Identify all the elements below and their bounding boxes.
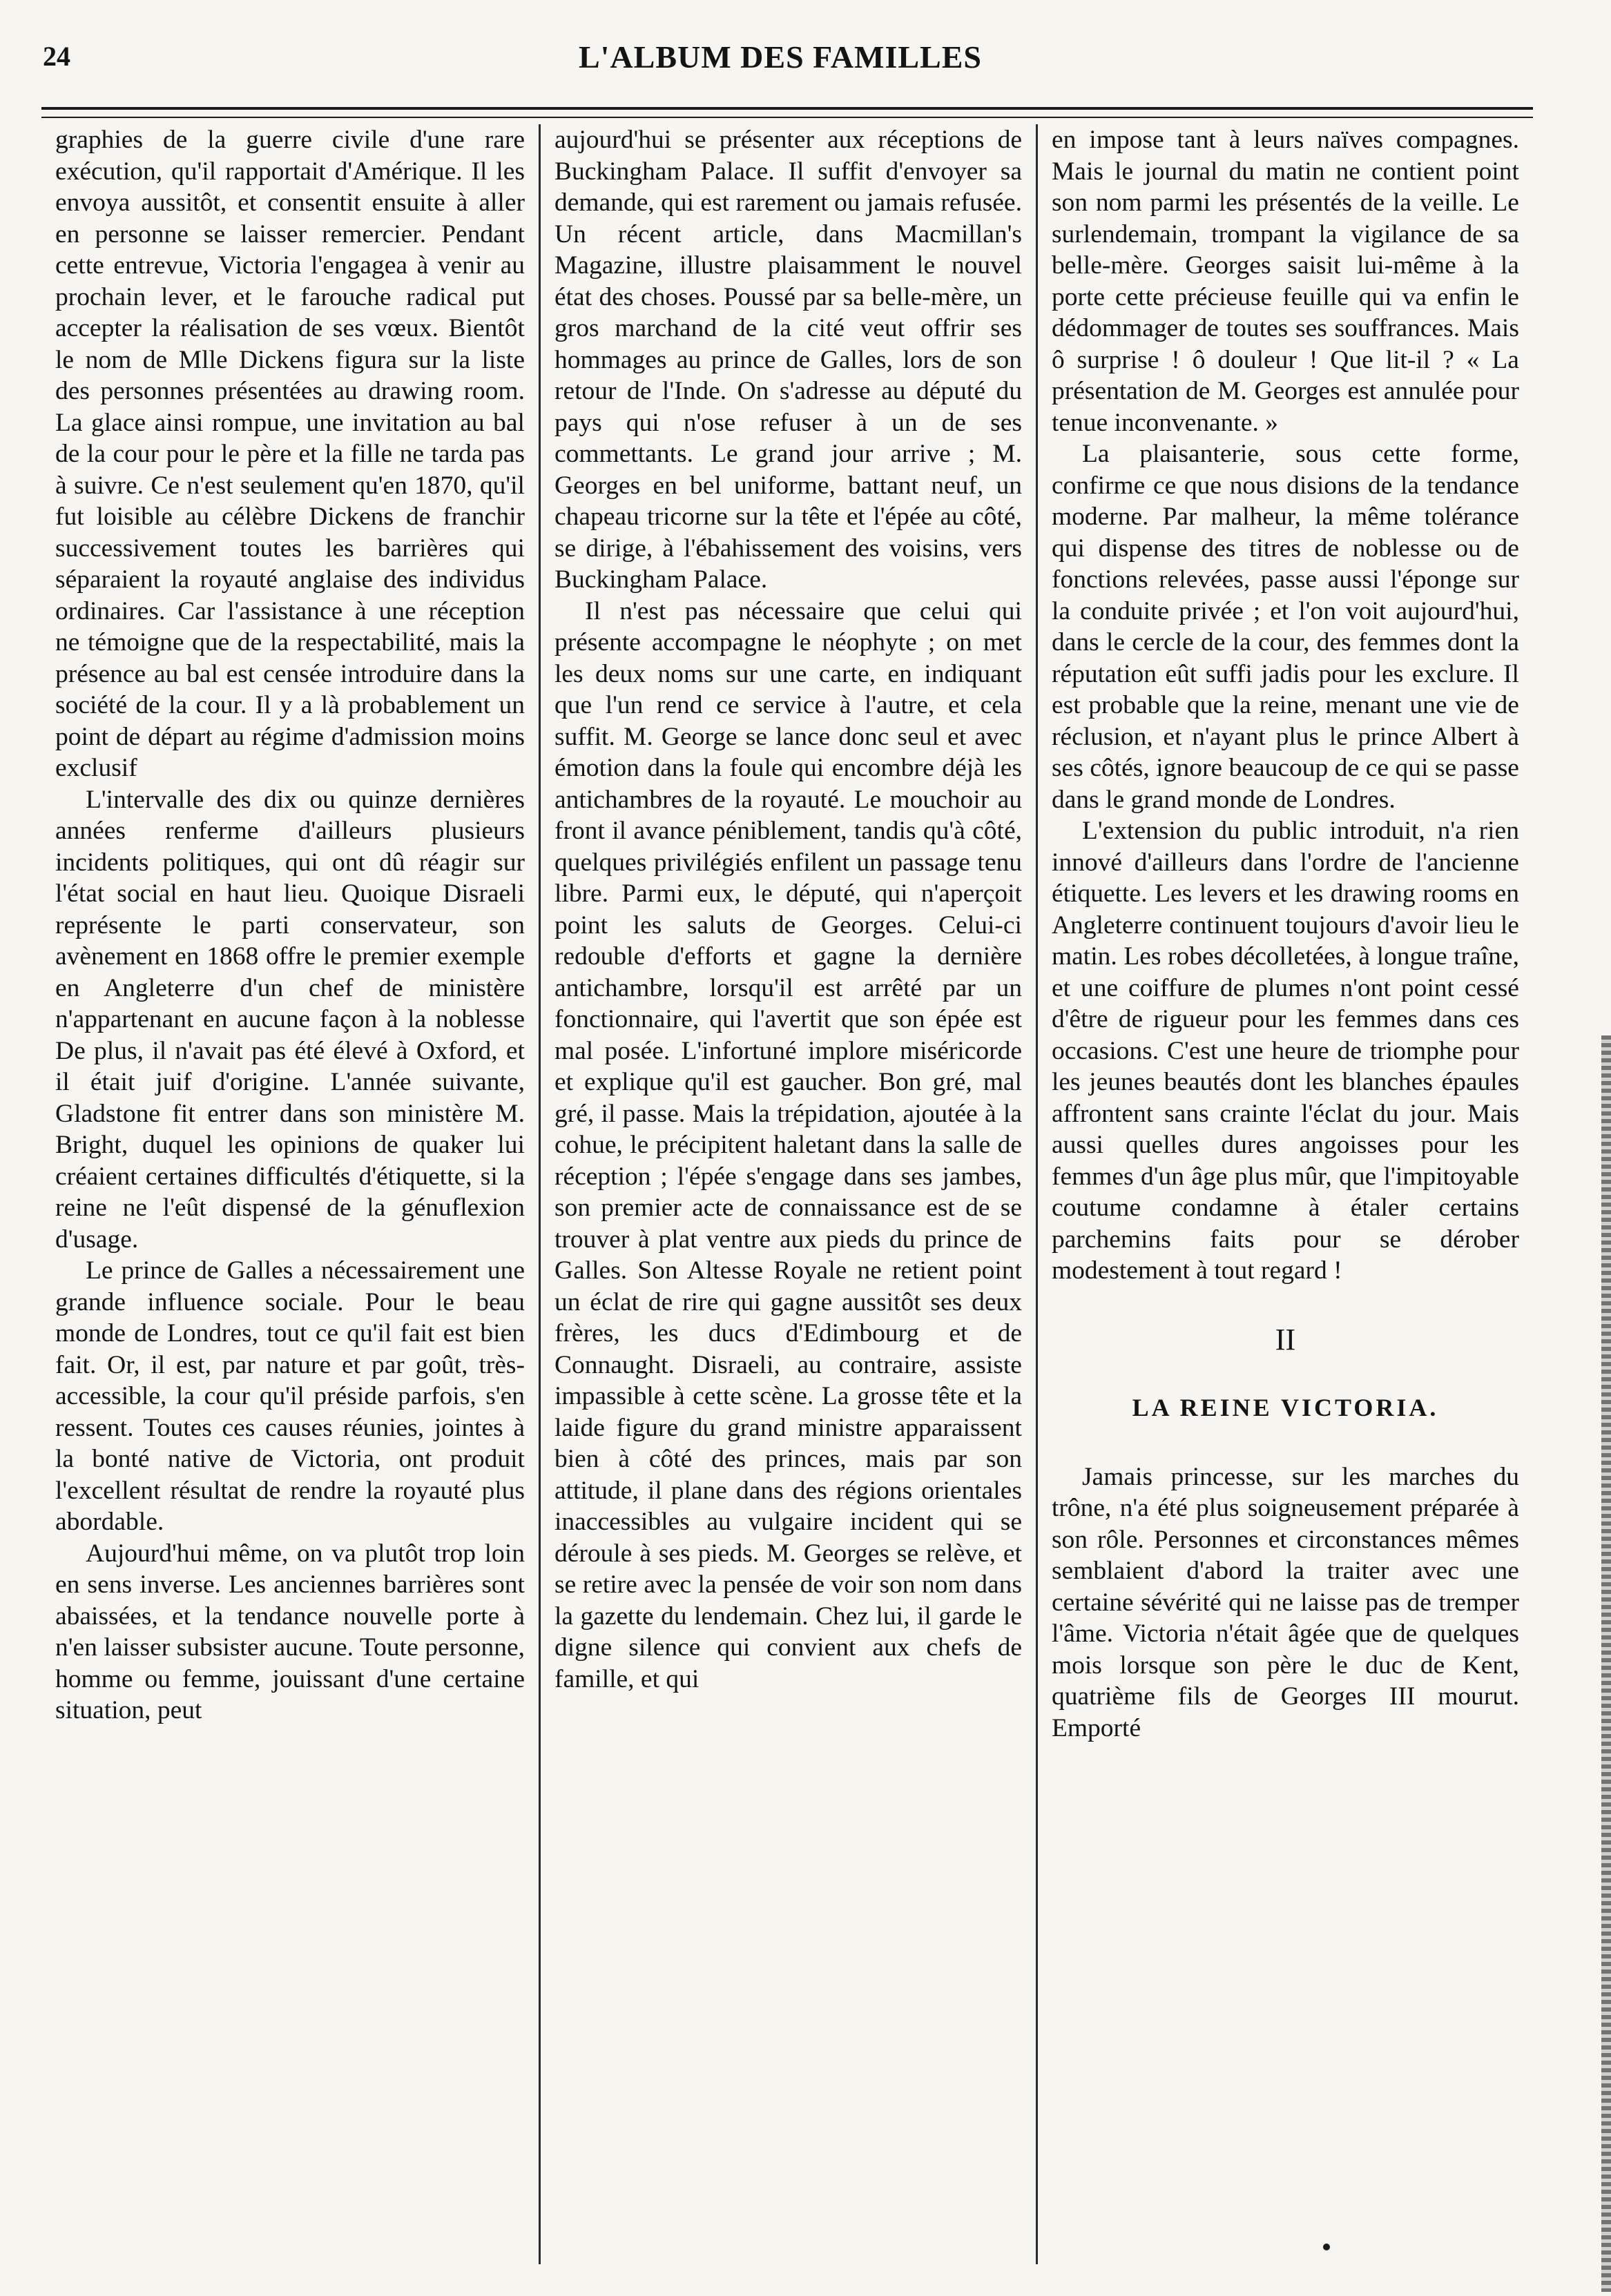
paragraph: aujourd'hui se présenter aux réceptions de Buckingham Palace. Il suffit d'envoyer sa demande, qui est rarement ou jamais refusée. Un récent article, dans Macmillan's Magazine, illustre plaisamment le nouvel état des choses. Poussé par sa belle-mère, un gros marchand de la cité veut offrir ses hommages au prince de Galles, lors de son retour de l'Inde. On s'adresse au député du pays qui n'ose refuser à un de ses commettants. Le grand jour arrive ; M. Georges en bel uniforme, battant neuf, un chapeau tricorne sur la tête et l'épée au côté, se dirige, à l'ébahissement des voisins, vers Buckingham Palace. xyxy=(554,126,1022,594)
page-edge-strip xyxy=(1601,1035,1611,2292)
column-1 xyxy=(41,124,539,2264)
paragraph: graphies de la guerre civile d'une rare exécution, qu'il rapportait d'Amérique. Il les envoya aussitôt, et consentit ensuite à aller en personne se laisser remercier. Pendant cette entrevue, Victoria l'engagea à venir au prochain lever, et le farouche radical put accepter la réalisation de ses vœux. Bientôt le nom de Mlle Dickens figura sur la liste des personnes présentées au drawing room. La glace ainsi rompue, une invitation au bal de la cour pour le père et la fille ne tarda pas à suivre. Ce n'est seulement qu'en 1870, qu'il fut loisible au célèbre Dickens de franchir successivement toutes les barrières qui séparaient la royauté anglaise des individus ordinaires. Car l'assistance à une réception ne témoigne que de la respectabilité, mais la présence au bal est censée introduire dans la société de la cour. Il y a là probablement un point de départ au régime d'admission moins exclusif xyxy=(55,126,525,782)
paragraph: Jamais princesse, sur les marches du trône, n'a été plus soigneusement préparée à son rôle. Personnes et circonstances mêmes semblaient d'abord la traiter avec une certaine sévérité qui ne laisse pas de tremper l'âme. Victoria n'était âgée que de quelques mois lorsque son père le duc de Kent, quatrième fils de Georges III mourut. Emporté xyxy=(1051,1462,1519,1742)
column-3 xyxy=(1036,124,1533,2264)
paragraph: L'extension du public introduit, n'a rien innové d'ailleurs dans l'ordre de l'ancienne étiquette. Les levers et les drawing rooms en Angleterre continuent toujours d'avoir lieu le matin. Les robes décolletées, à longue traîne, et une coiffure de plumes n'ont point cessé d'être de rigueur pour les femmes dans ces occasions. C'est une heure de triomphe pour les jeunes beautés dont les blanches épaules affrontent sans crainte l'éclat du jour. Mais aussi quelles dures angoisses pour les femmes d'un âge plus mûr, que l'impitoyable coutume condamne à étaler certains parchemins faits pour se dérober modestement à tout regard ! xyxy=(1051,817,1519,1285)
running-title: L'ALBUM DES FAMILLES xyxy=(578,39,983,75)
column-2 xyxy=(539,124,1036,2264)
paragraph: L'intervalle des dix ou quinze dernières années renferme d'ailleurs plusieurs incidents politiques, qui ont dû réagir sur l'état social en haut lieu. Quoique Disraeli représente le parti conservateur, son avènement en 1868 offre le premier exemple en Angleterre d'un chef de ministère n'appartenant en aucune façon à la noblesse De plus, il n'avait pas été élevé à Oxford, et il était juif d'origine. L'année suivante, Gladstone fit entrer dans son ministère M. Bright, duquel les opinions de quaker lui créaient certaines difficultés d'étiquette, si la reine ne l'eût dispensé de la génuflexion d'usage. xyxy=(55,785,525,1254)
section-number: II xyxy=(1275,1322,1296,1356)
paragraph: Le prince de Galles a nécessairement une grande influence sociale. Pour le beau monde de Londres, tout ce qu'il fait est bien fait. Or, il est, par nature et par goût, très-accessible, la cour qu'il préside parfois, s'en ressent. Toutes ces causes réunies, jointes à la bonté native de Victoria, ont produit l'excellent résultat de rendre la royauté plus abordable. xyxy=(55,1256,525,1536)
ink-dot xyxy=(1323,2244,1330,2250)
section-title: LA REINE VICTORIA. xyxy=(1132,1394,1439,1421)
text-columns xyxy=(41,124,1533,2264)
newspaper-page xyxy=(28,35,1533,2264)
page-header xyxy=(28,35,1533,97)
paragraph: Il n'est pas nécessaire que celui qui présente accompagne le néophyte ; on met les deux noms sur une carte, en indiquant que l'un rend ce service à l'autre, et cela suffit. M. George se lance donc seul et avec émotion dans la foule qui encombre déjà les antichambres de la royauté. Le mouchoir au front il avance péniblement, tandis qu'à côté, quelques privilégiés enfilent un passage tenu libre. Parmi eux, le député, qui n'aperçoit point les saluts de Georges. Celui-ci redouble d'efforts et gagne la dernière antichambre, lorsqu'il est arrêté par un fonctionnaire, qui l'avertit que son épée est mal posée. L'infortuné implore miséricorde et explique qu'il est gaucher. Bon gré, mal gré, il passe. Mais la trépidation, ajoutée à la cohue, le précipitent haletant dans la salle de réception ; l'épée s'engage dans ses jambes, son premier acte de connaissance est de se trouver à plat ventre aux pieds du prince de Galles. Son Altesse Royale ne retient point un éclat de rire qui gagne aussitôt ses deux frères, les ducs d'Edimbourg et de Connaught. Disraeli, au contraire, assiste impassible à cette scène. La grosse tête et la laide figure du grand ministre apparaissent bien à côté des princes, mais par son attitude, il plane dans des régions orientales inaccessibles au vulgaire incident qui se déroule à ses pieds. M. Georges se relève, et se retire avec la pensée de voir son nom dans la gazette du lendemain. Chez lui, il garde le digne silence qui convient aux chefs de famille, et qui xyxy=(554,596,1022,1693)
paragraph: en impose tant à leurs naïves compagnes. Mais le journal du matin ne contient point son nom parmi les présentés de la veille. Le surlendemain, trompant la vigilance de sa belle-mère. Georges saisit lui-même à la porte cette précieuse feuille qui va enfin le dédommager de toutes ses souffrances. Mais ô surprise ! ô douleur ! Que lit-il ? « La présentation de M. Georges est annulée pour tenue inconvenante. » xyxy=(1051,126,1519,437)
header-rule xyxy=(41,107,1533,118)
paragraph: La plaisanterie, sous cette forme, confirme ce que nous disions de la tendance moderne. Par malheur, la même tolérance qui dispense des titres de noblesse ou de fonctions relevées, passe aussi l'éponge sur la conduite privée ; et l'on voit aujourd'hui, dans le cercle de la cour, des femmes dont la réputation eût suffi jadis pour les exclure. Il est probable que la reine, menant une vie de réclusion, et n'ayant plus le prince Albert à ses côtés, ignore beaucoup de ce qui se passe dans le grand monde de Londres. xyxy=(1051,440,1519,814)
page-number: 24 xyxy=(43,41,70,72)
paragraph: Aujourd'hui même, on va plutôt trop loin en sens inverse. Les anciennes barrières sont abaissées, et la tendance nouvelle porte à n'en laisser subsister aucune. Toute personne, homme ou femme, jouissant d'une certaine situation, peut xyxy=(55,1539,525,1724)
